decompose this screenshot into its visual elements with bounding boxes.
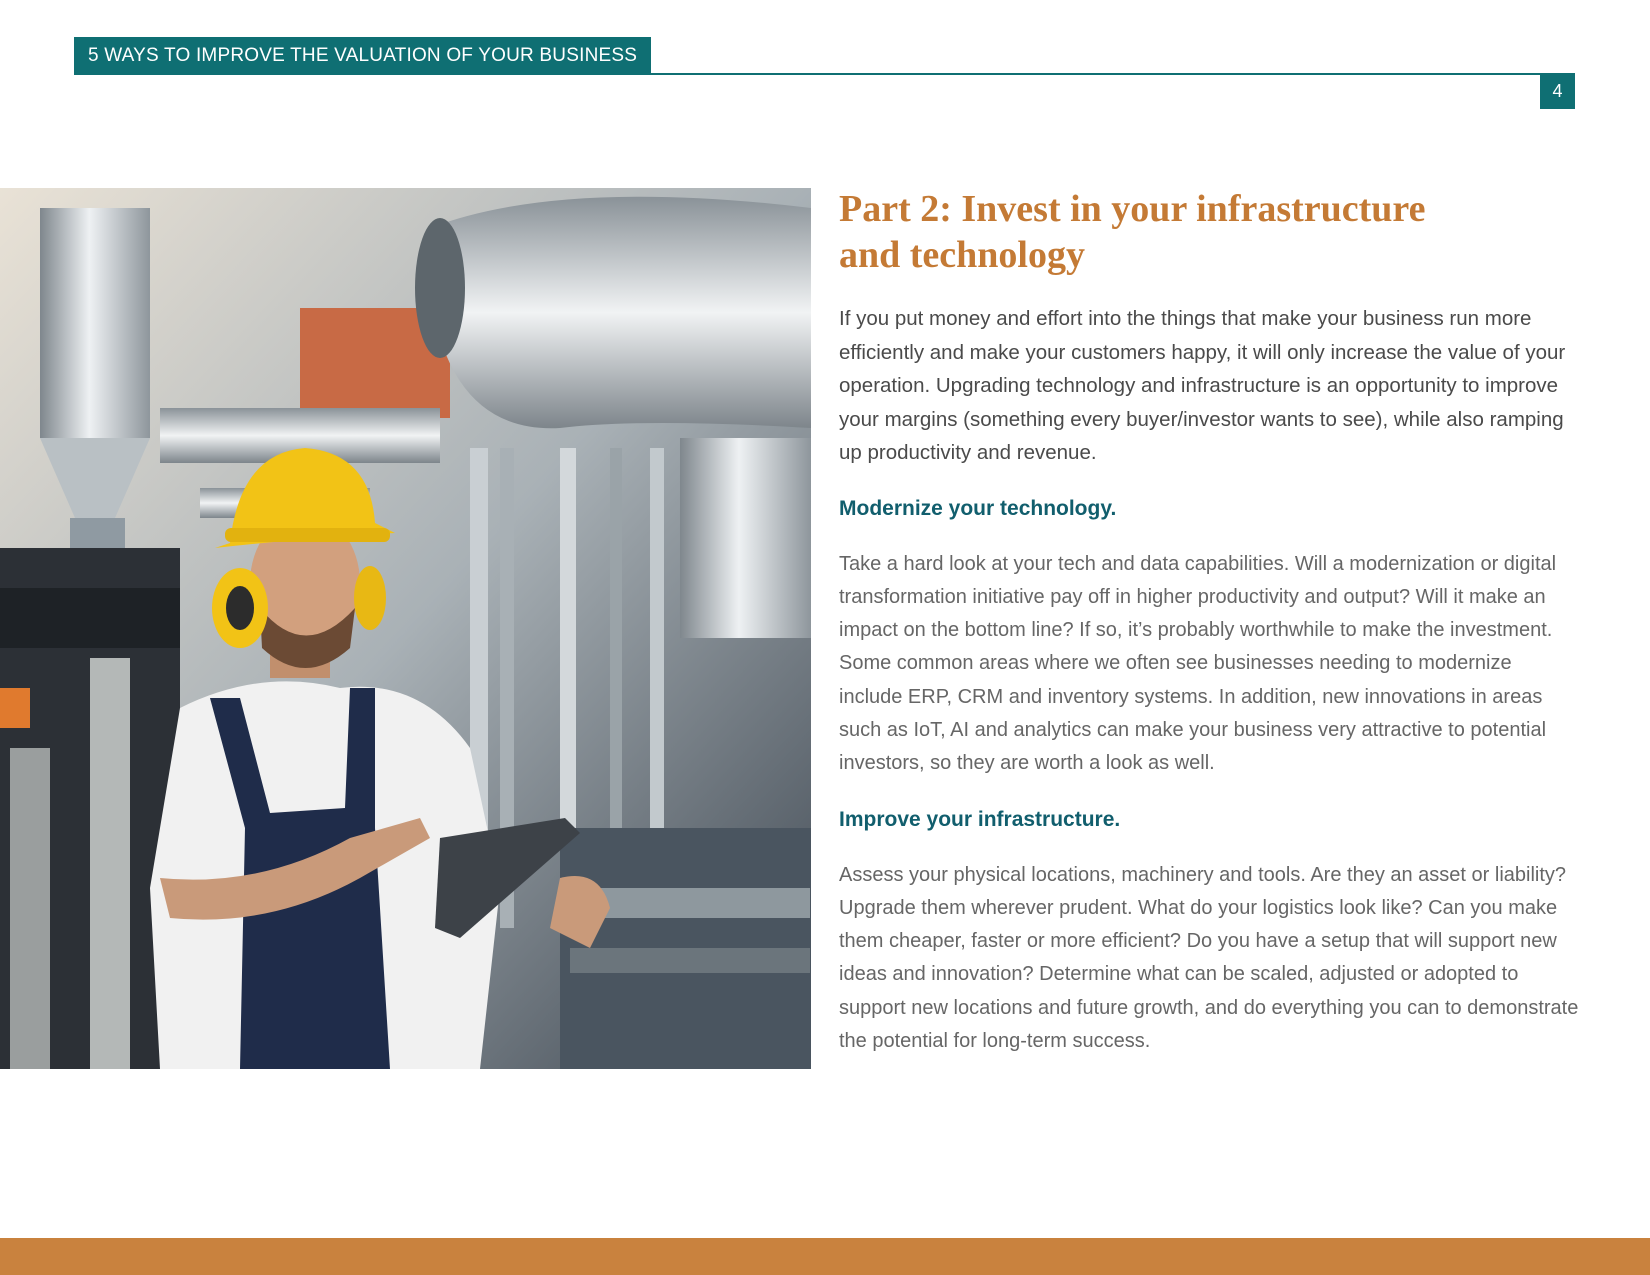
- subheading-modernize-technology: Modernize your technology.: [839, 496, 1117, 520]
- worker-photo: [0, 188, 811, 1069]
- footer-bar: [0, 1238, 1650, 1275]
- document-header-title: [74, 37, 651, 75]
- article-content: [839, 186, 1579, 1082]
- paragraph-modernize-technology: Take a hard look at your tech and data capabilities. Will a modernization or digital transformation initiative pay off in higher productivity and output? Will it make an impact on the bottom line? If so, it’s probably worthwhile to make the investment. Some common areas where we often see businesses needing to modernize include ERP, CRM and inventory systems. In addition, new innovations in areas such as IoT, AI and analytics can make your business very attractive to potential investors, so they are worth a look as well.: [839, 552, 1557, 775]
- header-rule: [74, 73, 1575, 75]
- paragraph-improve-infrastructure: Assess your physical locations, machinery and tools. Are they an asset or liability? Upgrade them wherever prudent. What do your logistics look like? Can you make them cheaper, faster or more efficient? Do you have a setup that will support new ideas and innovation? Determine what can be scaled, adjusted or adopted to support new locations and future growth, and do everything you can to demonstrate the potential for long-term success.: [839, 863, 1579, 1053]
- subheading-improve-infrastructure: Improve your infrastructure.: [839, 807, 1121, 831]
- page-number: 4: [1552, 81, 1563, 101]
- section-title: Part 2: Invest in your infrastructure and technology: [839, 188, 1426, 276]
- page-number-badge: [1540, 74, 1575, 109]
- header-title-text: 5 WAYS TO IMPROVE THE VALUATION OF YOUR BUSINESS: [88, 45, 638, 66]
- section-intro: If you put money and effort into the things that make your business run more efficiently and make your customers happy, it will only increase the value of your operation. Upgrading technology and infrastructure is an opportunity to improve your margins (something every buyer/investor wants to see), while also ramping up productivity and revenue.: [839, 307, 1566, 464]
- worker-photo-illustration: [0, 188, 811, 1069]
